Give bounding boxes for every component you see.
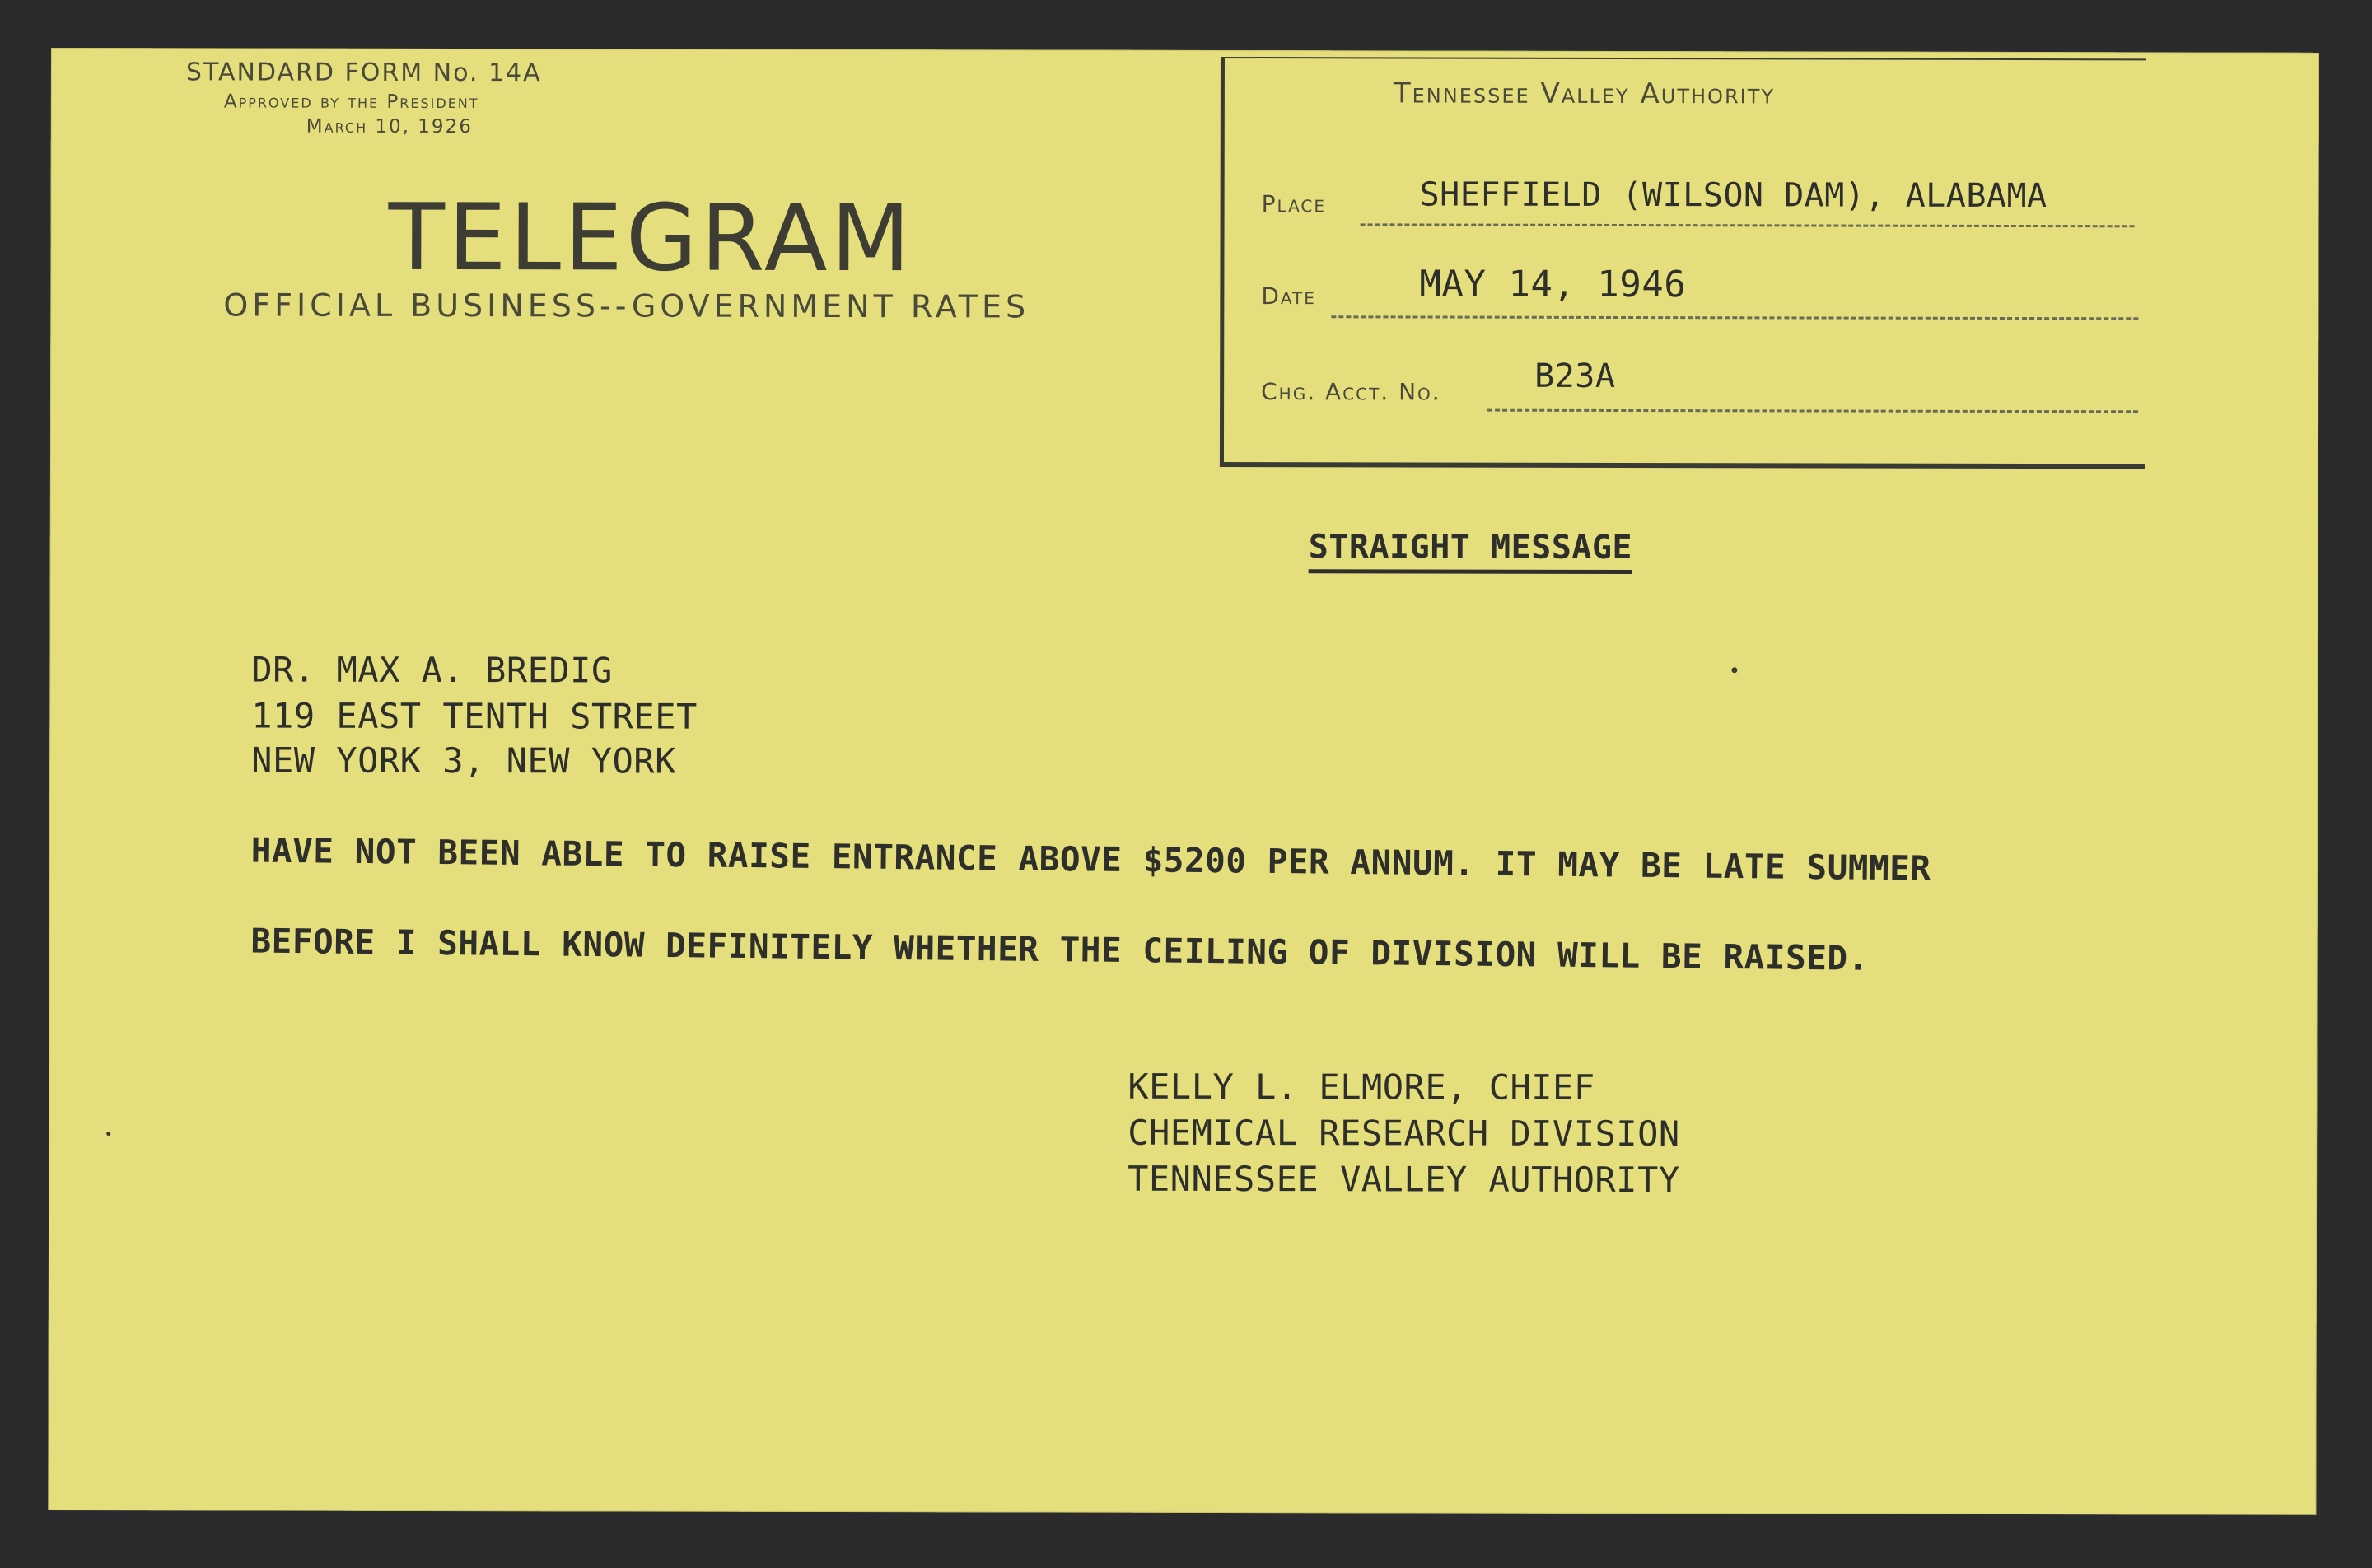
signature-name: KELLY L. ELMORE, CHIEF	[1128, 1066, 1595, 1108]
account-value: B23A	[1534, 357, 1616, 395]
signature-organization: TENNESSEE VALLEY AUTHORITY	[1128, 1158, 1680, 1201]
place-label: Place	[1261, 190, 1327, 218]
approval-note: Approved by the President	[223, 91, 479, 114]
recipient-city: NEW YORK 3, NEW YORK	[251, 740, 676, 782]
message-type: STRAIGHT MESSAGE	[1309, 528, 1632, 574]
date-label: Date	[1261, 282, 1316, 310]
message-line-1: HAVE NOT BEEN ABLE TO RAISE ENTRANCE ABOVE $5200 PER ANNUM. IT MAY BE LATE SUMMER	[250, 830, 1931, 889]
date-value: MAY 14, 1946	[1419, 263, 1687, 306]
agency-name: Tennessee Valley Authority	[1393, 77, 1776, 111]
signature-division: CHEMICAL RESEARCH DIVISION	[1128, 1112, 1680, 1155]
ink-speck	[1731, 667, 1737, 673]
form-subtitle: OFFICIAL BUSINESS--GOVERNMENT RATES	[223, 287, 1030, 325]
place-value: SHEFFIELD (WILSON DAM), ALABAMA	[1419, 175, 2047, 216]
recipient-name: DR. MAX A. BREDIG	[251, 649, 613, 691]
form-title: TELEGRAM	[388, 184, 914, 293]
account-label: Chg. Acct. No.	[1261, 378, 1441, 406]
recipient-street: 119 EAST TENTH STREET	[251, 695, 698, 737]
ink-speck	[106, 1132, 110, 1136]
telegram-form	[48, 48, 2319, 1515]
message-line-2: BEFORE I SHALL KNOW DEFINITELY WHETHER THE CEILING OF DIVISION WILL BE RAISED.	[250, 921, 1870, 978]
standard-form-number: STANDARD FORM No. 14A	[185, 58, 542, 88]
approval-date: March 10, 1926	[306, 115, 473, 138]
agency-box	[1220, 57, 2146, 469]
